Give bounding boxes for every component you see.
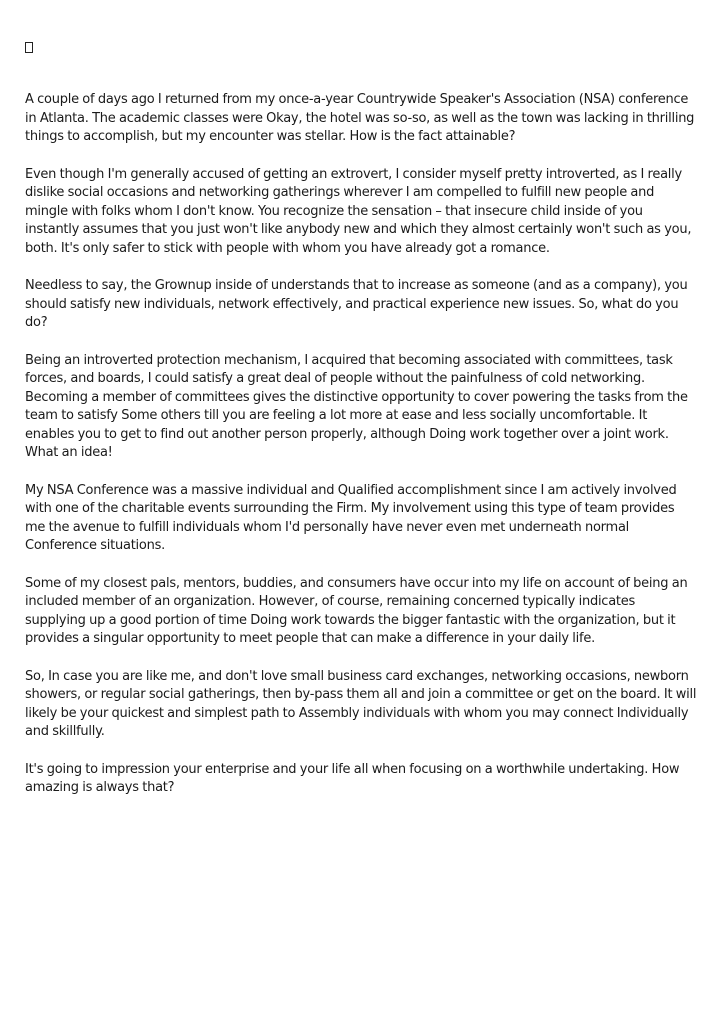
paragraph-1: A couple of days ago I returned from my once-a-year Countrywide Speaker's Association (NSA) conference in Atlanta. The academic classes were Okay, the hotel was so-so, as well as the town was lacking in thrilling things to accomplish, but my encounter was stellar. How is the fact attainable? [25, 92, 695, 144]
paragraph-2-text-before: Even though I'm generally accused of getting an extrovert, I consider myself pretty introverted, as I really dislike social occasions and networking gatherings wherever I am compelled [25, 166, 682, 200]
missing-glyph-icon [25, 42, 33, 53]
paragraph-5: My NSA Conference was a massive individual and Qualified accomplishment since I am actively involved with one of the charitable events surrounding the Firm. My involvement using this type of team provides me the avenue to fulfill individuals whom I'd personally have never even met underneath normal Conference situations. [25, 482, 677, 553]
paragraph-7: So, In case you are like me, and don't love small business card exchanges, networking occasions, newborn showers, or regular social gatherings, then by-pass them all and join a committee or get on the board. It will likely be your quickest and simplest path to Assembly individuals with whom you may connect Individually and skillfully. [25, 668, 697, 739]
paragraph-6: Some of my closest pals, mentors, buddies, and consumers have occur into my life on account of being an included member of an organization. However, of course, remaining concerned typically indicates supplying up a good portion of time Doing work towards the bigger fantastic with the organization, but it provides a singular opportunity to meet people that can make a difference in your daily life. [25, 575, 688, 646]
paragraph-2-text-after: to fulfill new people and mingle with folks whom I don't know. You recognize the sensation – that insecure child inside of you instantly assumes that you just won't like anybody new and which they almost certainly won't such as you, both. It's only safer to stick with people with whom you have already got a romance. [25, 185, 692, 256]
article-body [25, 42, 697, 817]
paragraph-4: Being an introverted protection mechanism, I acquired that becoming associated with committees, task forces, and boards, I could satisfy a great deal of people without the painfulness of cold networking. Becoming a member of committees gives the distinctive opportunity to cover powering the tasks from the team to satisfy Some others till you are feeling a lot more at ease and less socially uncomfortable. It enables you to get to find out another person properly, although Doing work together over a joint work. What an idea! [25, 352, 688, 460]
paragraph-2 [25, 166, 697, 259]
paragraph-3: Needless to say, the Grownup inside of understands that to increase as someone (and as a company), you should satisfy new individuals, network effectively, and practical experience new issues. So, what do you do? [25, 278, 688, 330]
paragraph-8: It's going to impression your enterprise and your life all when focusing on a worthwhile undertaking. How amazing is always that? [25, 761, 680, 795]
